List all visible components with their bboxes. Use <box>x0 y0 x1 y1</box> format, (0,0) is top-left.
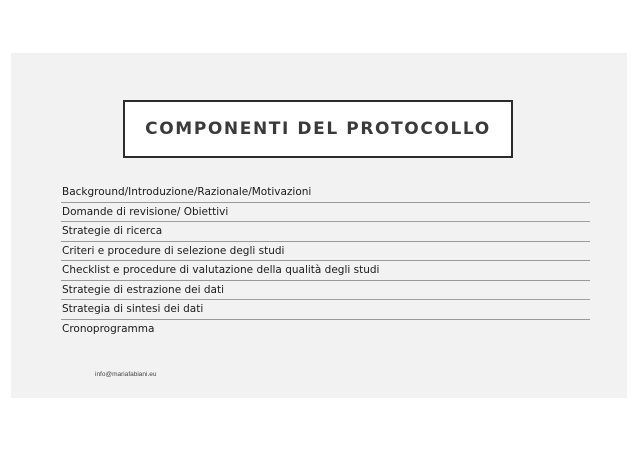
slide-title: COMPONENTI DEL PROTOCOLLO <box>145 119 491 139</box>
component-list <box>61 183 590 339</box>
title-box <box>123 100 513 158</box>
list-item-quality-checklist: Checklist e procedure di valutazione della qualità degli studi <box>61 261 590 281</box>
slide <box>11 53 627 398</box>
footer-email: info@mariafabiani.eu <box>95 371 157 378</box>
list-item-data-synthesis: Strategia di sintesi dei dati <box>61 300 590 320</box>
list-item-data-extraction: Strategie di estrazione dei dati <box>61 281 590 301</box>
list-item-background: Background/Introduzione/Razionale/Motivazioni <box>61 183 590 203</box>
list-item-selection-criteria: Criteri e procedure di selezione degli studi <box>61 242 590 262</box>
list-item-search-strategy: Strategie di ricerca <box>61 222 590 242</box>
list-item-timeline: Cronoprogramma <box>62 322 155 335</box>
list-item-questions: Domande di revisione/ Obiettivi <box>61 203 590 223</box>
